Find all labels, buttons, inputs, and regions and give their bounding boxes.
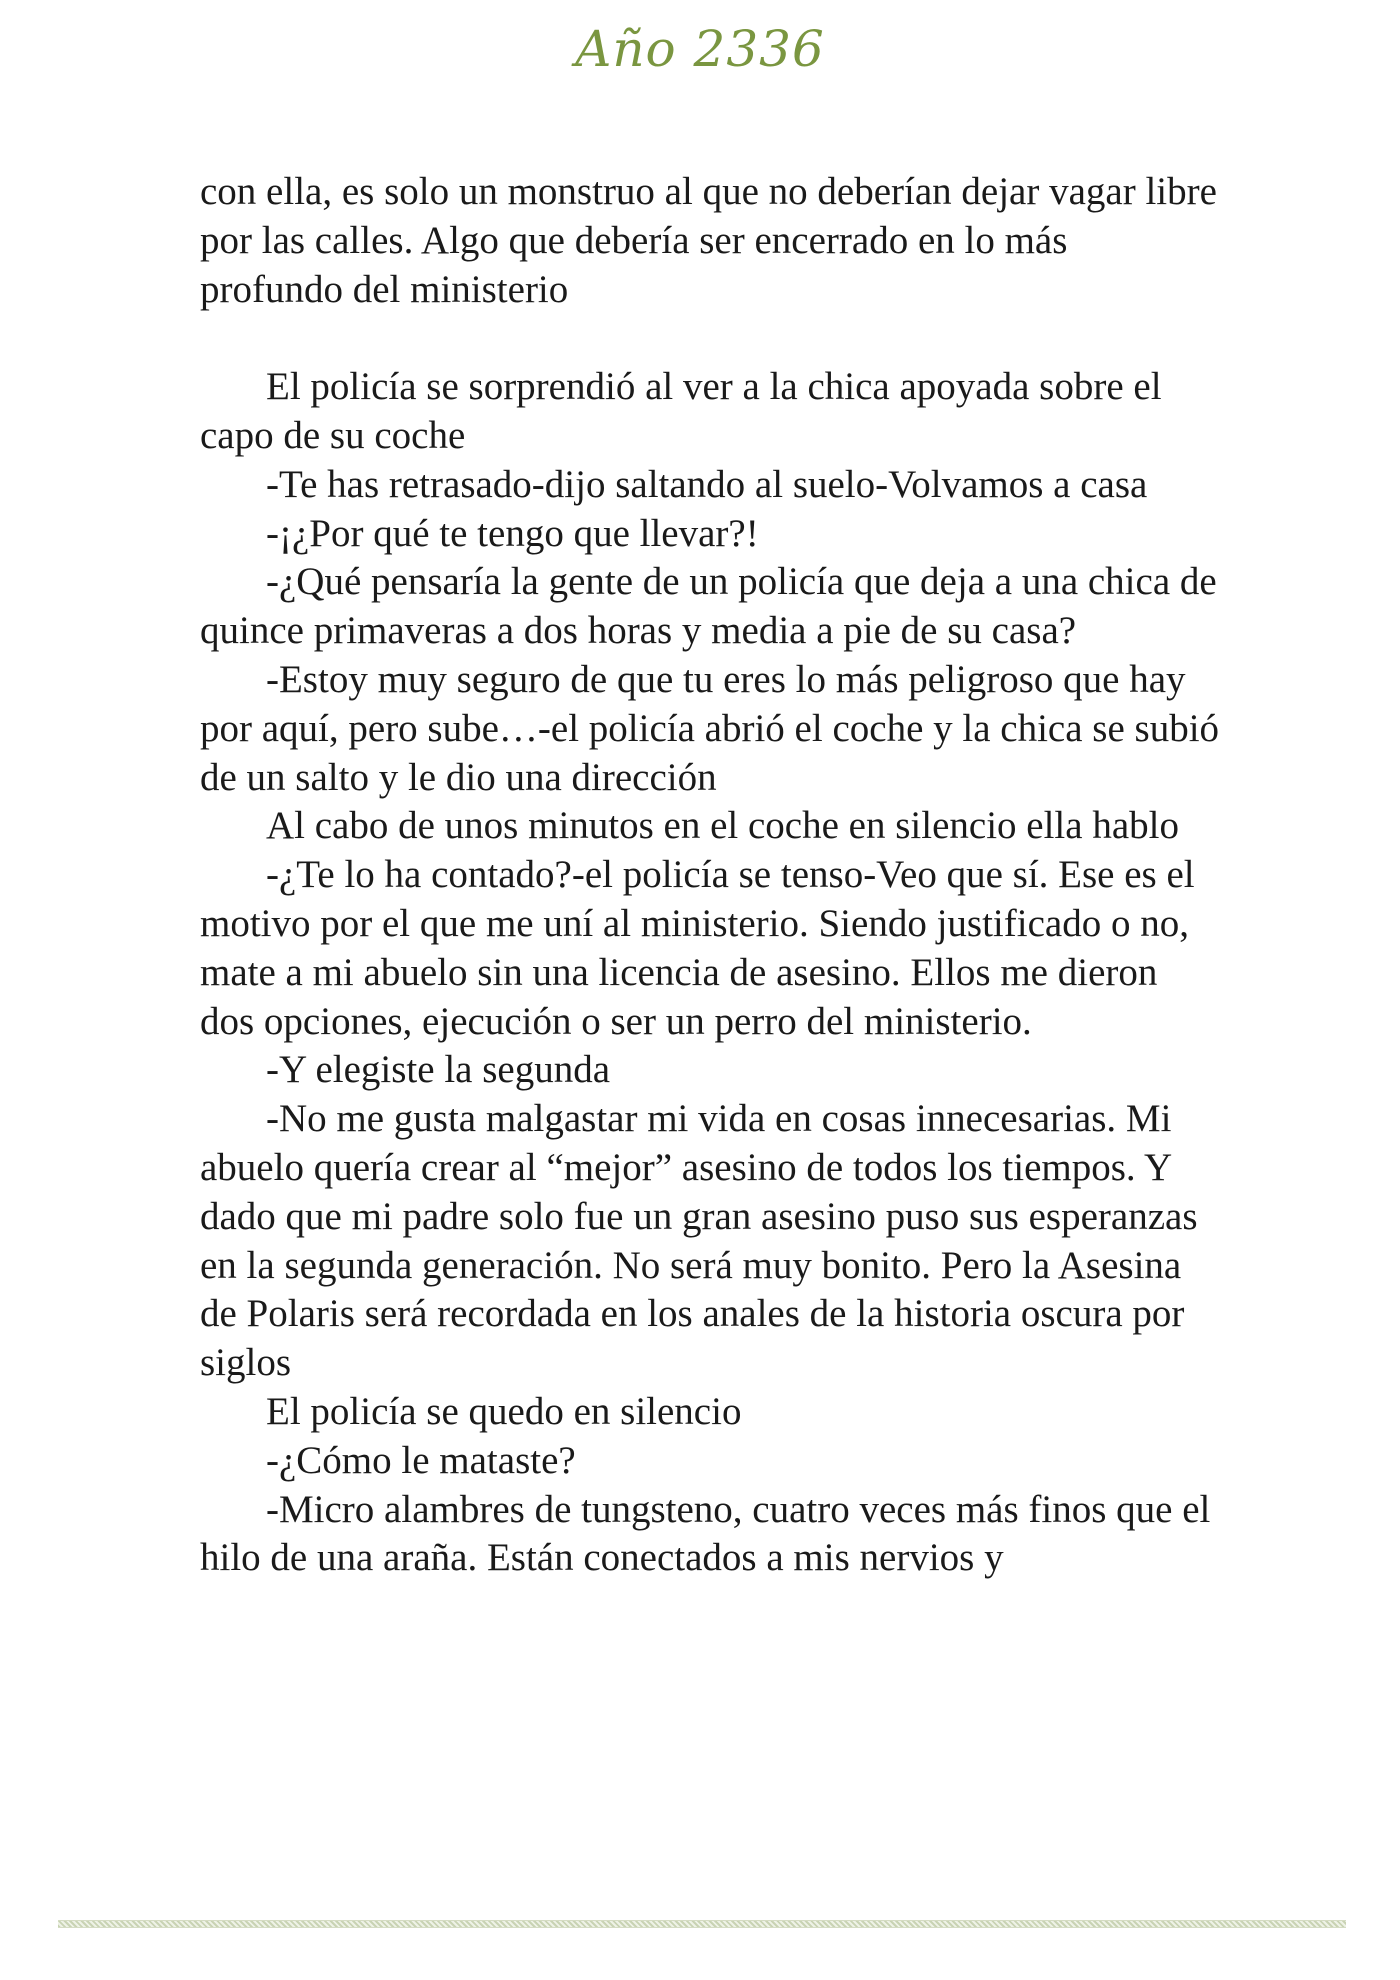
body-text [200,168,1220,1583]
paragraph: -Micro alambres de tungsteno, cuatro veces más finos que el hilo de una araña. Están conectados a mis nervios y [200,1487,1211,1580]
paragraph: con ella, es solo un monstruo al que no deberían dejar vagar libre por las calles. Algo que debería ser encerrado en lo más profundo del ministerio [200,170,1217,311]
paragraph: -No me gusta malgastar mi vida en cosas innecesarias. Mi abuelo quería crear al “mejor” asesino de todos los tiempos. Y dado que mi padre solo fue un gran asesino puso sus esperanzas en la segunda generación. No será muy bonito. Pero la Asesina de Polaris será recordada en los anales de la historia oscura por siglos [200,1097,1198,1385]
paragraph: El policía se quedo en silencio [266,1389,742,1433]
paragraph: -Y elegiste la segunda [266,1048,611,1092]
paragraph: -Estoy muy seguro de que tu eres lo más peligroso que hay por aquí, pero sube…-el policía abrió el coche y la chica se subió de un salto y le dio una dirección [200,657,1220,799]
paragraph: El policía se sorprendió al ver a la chica apoyada sobre el capo de su coche [200,365,1162,457]
paragraph: -Te has retrasado-dijo saltando al suelo-Volvamos a casa [266,462,1148,506]
paragraph: -¡¿Por qué te tengo que llevar?! [266,511,759,555]
paragraph: -¿Cómo le mataste? [266,1438,576,1482]
paragraph: Al cabo de unos minutos en el coche en silencio ella hablo [266,804,1179,848]
paragraph: -¿Te lo ha contado?-el policía se tenso-Veo que sí. Ese es el motivo por el que me uní al ministerio. Siendo justificado o no, mate a mi abuelo sin una licencia de asesino. Ellos me dieron dos opciones, ejecución o ser un perro del ministerio. [200,853,1195,1043]
paragraph: -¿Qué pensaría la gente de un policía que deja a una chica de quince primaveras a dos horas y media a pie de su casa? [200,560,1217,653]
footer-divider [58,1920,1346,1928]
running-header-title: Año 2336 [575,20,825,78]
